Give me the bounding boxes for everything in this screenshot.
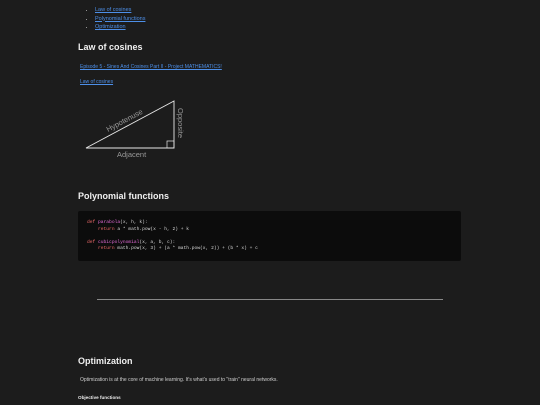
section-title-optimization: Optimization <box>78 356 133 366</box>
triangle-shape <box>86 101 174 148</box>
code-line: return math.pow(x, 3) + (a * math.pow(x, 2)) + (b * x) + c <box>98 246 258 251</box>
toc-link-optimization[interactable]: Optimization <box>95 24 126 30</box>
code-block <box>78 211 461 261</box>
toc-link-polynomial-functions[interactable]: Polynomial functions <box>95 15 146 22</box>
opposite-label: Opposite <box>176 108 185 139</box>
toc-item <box>95 23 145 32</box>
table-of-contents <box>87 6 145 32</box>
video-link[interactable]: Episode 5 - Sines And Cosines Part II - Project MATHEMATICS! <box>80 64 222 70</box>
code-line: def parabola(x, h, k): <box>87 220 148 225</box>
objective-functions-heading: Objective functions <box>78 395 121 400</box>
hypotenuse-label: Hypotenuse <box>104 107 145 134</box>
horizontal-divider <box>97 299 443 300</box>
section-title-law-of-cosines: Law of cosines <box>78 42 143 52</box>
optimization-paragraph: Optimization is at the core of machine learning. It's what's used to "train" neural networks. <box>80 377 278 383</box>
code-line: return a * math.pow(x - h, 2) + k <box>98 226 190 232</box>
code-line: def cubicpolynomial(x, a, b, c): <box>87 239 176 245</box>
section-title-polynomial-functions: Polynomial functions <box>78 191 170 201</box>
adjacent-label: Adjacent <box>117 150 147 159</box>
toc-link-law-of-cosines[interactable]: Law of cosines <box>95 7 132 13</box>
right-angle-marker <box>167 141 174 148</box>
right-triangle-diagram <box>78 96 198 164</box>
toc-item <box>95 15 145 24</box>
wiki-link[interactable]: Law of cosines <box>80 79 114 85</box>
toc-item <box>95 6 145 15</box>
